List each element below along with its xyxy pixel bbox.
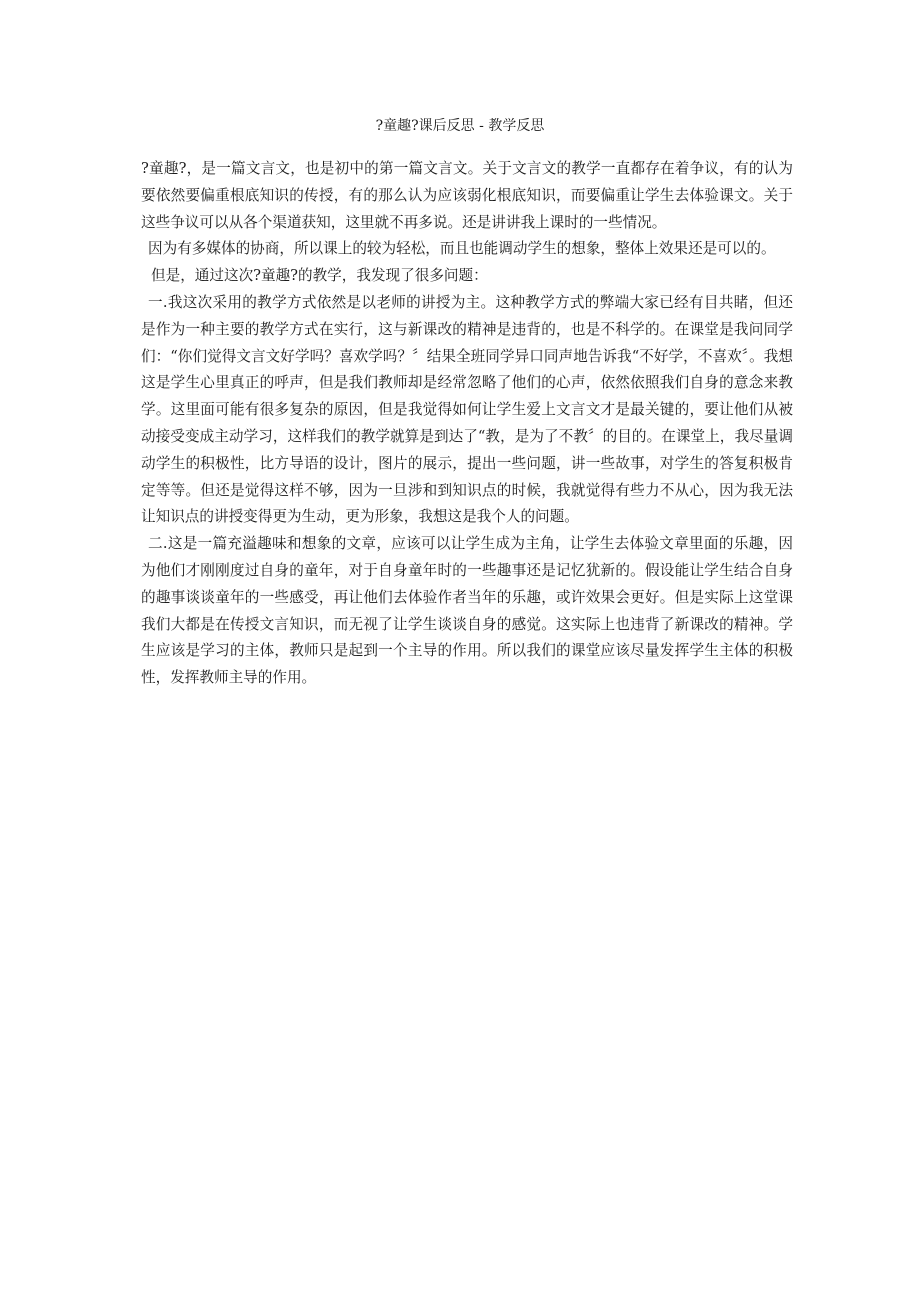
paragraph-multimedia: 因为有多媒体的协商，所以课上的较为轻松，而且也能调动学生的想象，整体上效果还是可以的。	[148, 240, 776, 258]
paragraph-problems-intro: 但是，通过这次?童趣?的教学，我发现了很多问题：	[151, 267, 488, 285]
paragraph-intro: ?童趣?，是一篇文言文，也是初中的第一篇文言文。关于文言文的教学一直都存在着争议，有的认为要依然要偏重根底知识的传授，有的那么认为应该弱化根底知识，而要偏重让学生去体验课文。关于这些争议可以从各个渠道获知，这里就不再多说。还是讲讲我上课时的一些情况。	[141, 160, 793, 231]
paragraph-problem-one: 一.我这次采用的教学方式依然是以老师的讲授为主。这种教学方式的弊端大家已经有目共睹，但还是作为一种主要的教学方式在实行，这与新课改的精神是违背的，也是不科学的。在课堂是我问同学们：“你们觉得文言文好学吗？喜欢学吗？〞结果全班同学异口同声地告诉我“不好学，不喜欢〞。我想这是学生心里真正的呼声，但是我们教师却是经常忽略了他们的心声，依然依照我们自身的意念来教学。这里面可能有很多复杂的原因，但是我觉得如何让学生爱上文言文才是最关键的，要让他们从被动接受变成主动学习，这样我们的教学就算是到达了“教，是为了不教〞的目的。在课堂上，我尽量调动学生的积极性，比方导语的设计，图片的展示，提出一些问题，讲一些故事，对学生的答复积极肯定等等。但还是觉得这样不够，因为一旦涉和到知识点的时候，我就觉得有些力不从心，因为我无法让知识点的讲授变得更为生动，更为形象，我想这是我个人的问题。	[141, 293, 793, 526]
document-body	[141, 156, 793, 692]
document-title: ?童趣?课后反思 - 教学反思	[375, 118, 545, 134]
paragraph-problem-two: 二.这是一篇充溢趣味和想象的文章，应该可以让学生成为主角，让学生去体验文章里面的乐趣，因为他们才刚刚度过自身的童年，对于自身童年时的一些趣事还是记忆犹新的。假设能让学生结合自身的趣事谈谈童年的一些感受，再让他们去体验作者当年的乐趣，或许效果会更好。但是实际上这堂课我们大都是在传授文言知识，而无视了让学生谈谈自身的感觉。这实际上也违背了新课改的精神。学生应该是学习的主体，教师只是起到一个主导的作用。所以我们的课堂应该尽量发挥学生主体的积极性，发挥教师主导的作用。	[141, 535, 793, 687]
